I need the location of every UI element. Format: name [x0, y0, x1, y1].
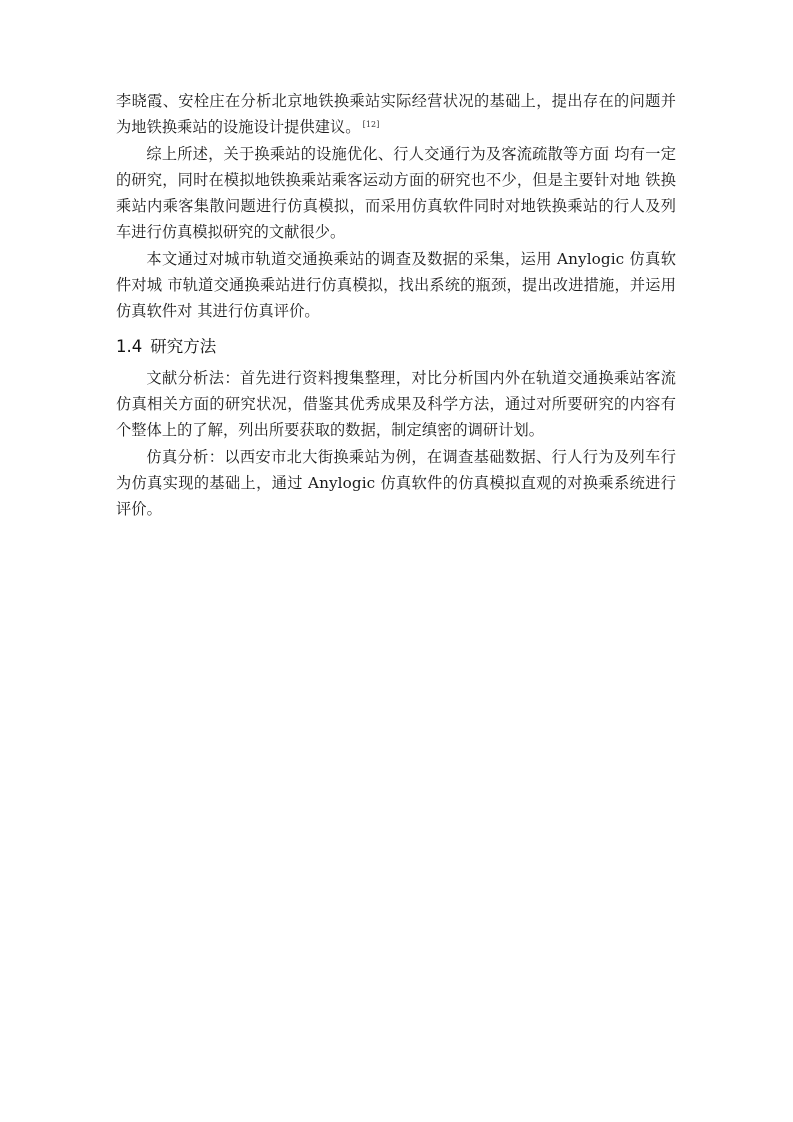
paragraph-literature-method: 文献分析法：首先进行资料搜集整理，对比分析国内外在轨道交通换乘站客流仿真相关方面的研究状况，借鉴其优秀成果及科学方法，通过对所要研究的内容有个整体上的了解，列出所要获取的数据，制定缜密的调研计划。 [116, 368, 676, 440]
paragraph-summary: 综上所述，关于换乘站的设施优化、行人交通行为及客流疏散等方面 均有一定的研究，同时在模拟地铁换乘站乘客运动方面的研究也不少，但是主要针对地 铁换乘站内乘客集散问题进行仿真模拟，而采用仿真软件同时对地铁换乘站的行人及列 车进行仿真模拟研究的文献很少。 [116, 144, 676, 242]
section-heading [116, 335, 676, 359]
document-page [116, 88, 676, 522]
paragraph-this-paper: 本文通过对城市轨道交通换乘站的调查及数据的采集，运用 Anylogic 仿真软件对城 市轨道交通换乘站进行仿真模拟，找出系统的瓶颈，提出改进措施，并运用仿真软件对 其进行仿真评价。 [116, 249, 676, 321]
paragraph-li-xiaoxia [116, 88, 676, 141]
citation-reference[interactable]: [12] [362, 120, 380, 130]
section-number: 1.4 [116, 336, 143, 356]
paragraph-text: 李晓霞、安栓庄在分析北京地铁换乘站实际经营状况的基础上，提出存在的问题并为地铁换乘站的设施设计提供建议。 [116, 92, 676, 137]
paragraph-simulation-method: 仿真分析：以西安市北大街换乘站为例，在调查基础数据、行人行为及列车行为仿真实现的基础上，通过 Anylogic 仿真软件的仿真模拟直观的对换乘系统进行评价。 [116, 447, 676, 519]
section-title: 研究方法 [150, 336, 217, 356]
